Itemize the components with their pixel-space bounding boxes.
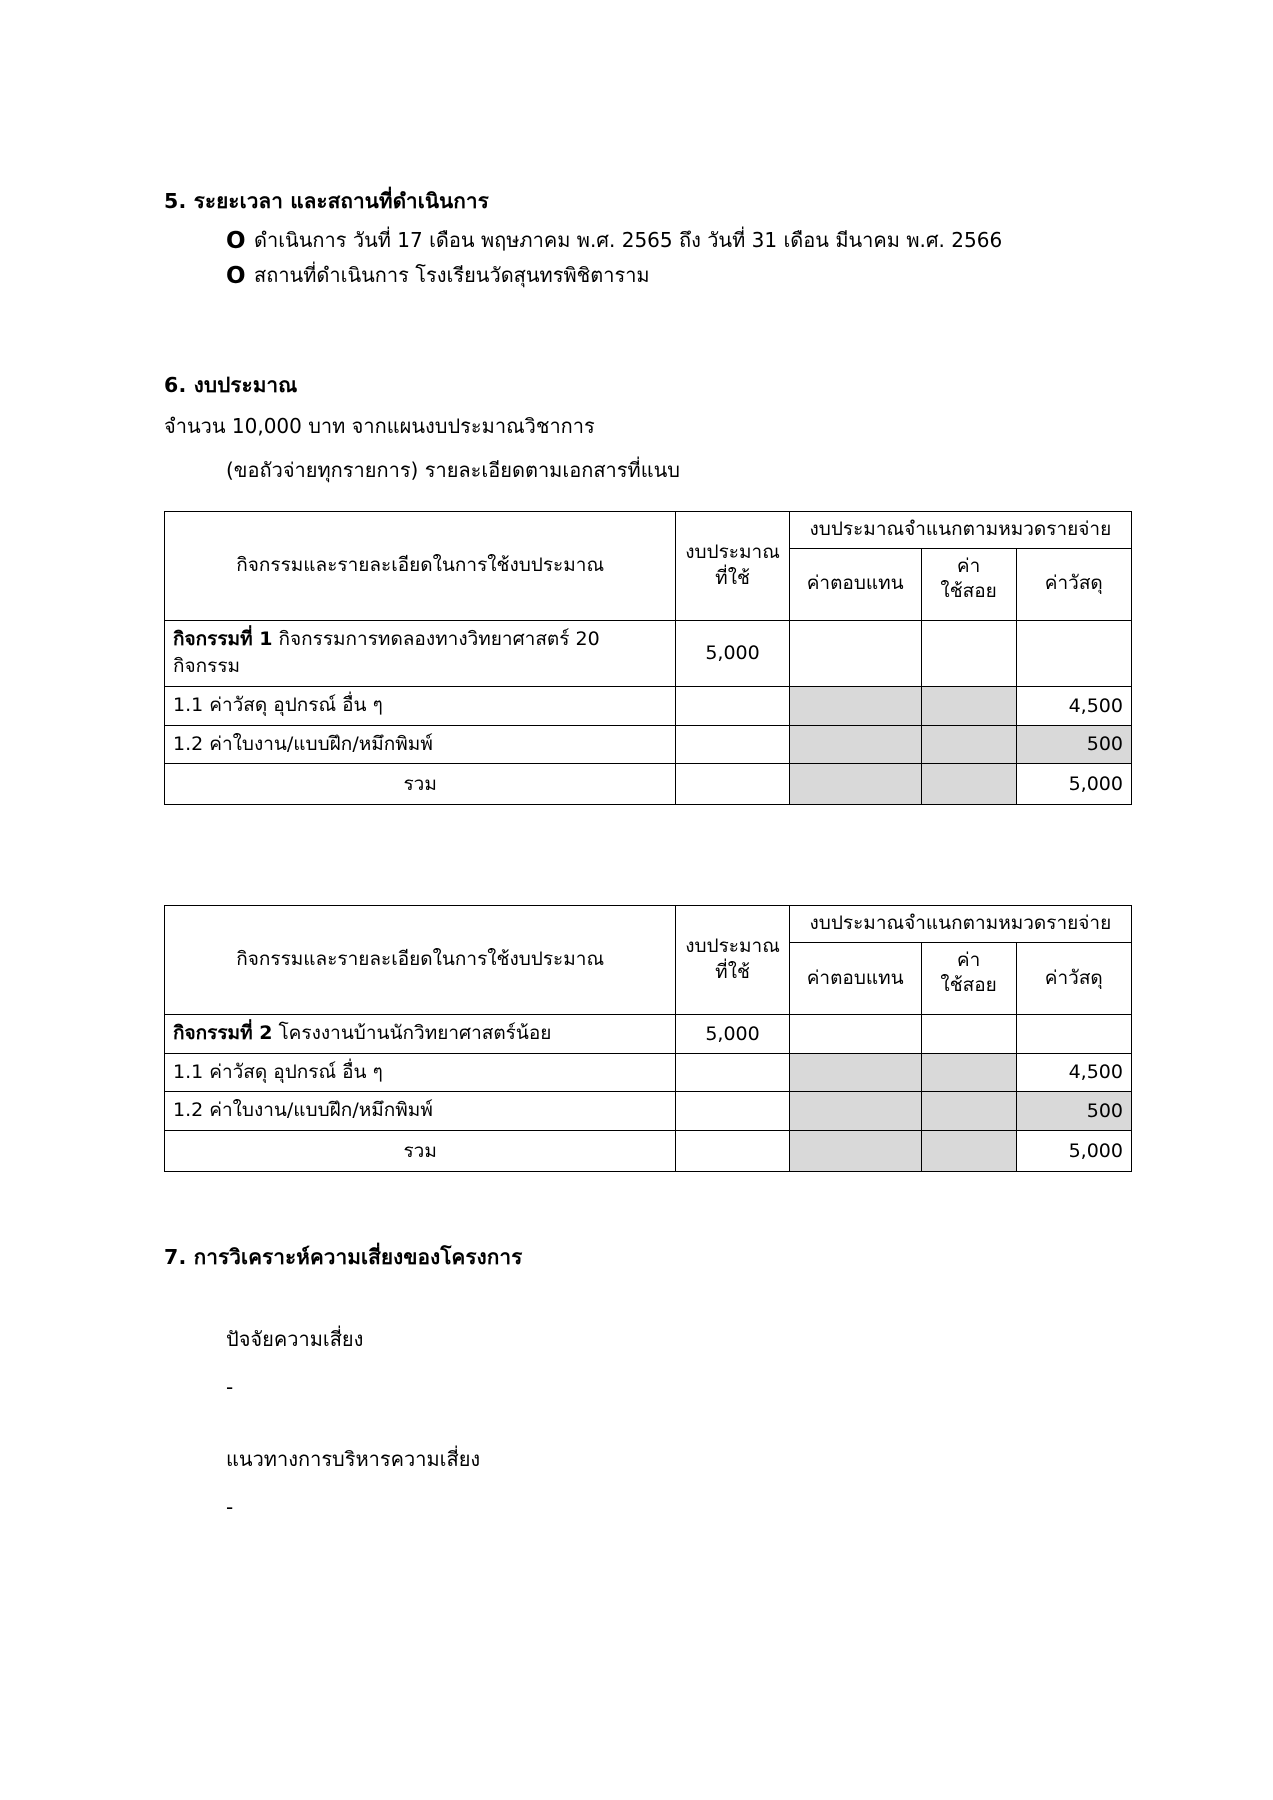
table-row bbox=[165, 1053, 1132, 1092]
cell-remuneration bbox=[789, 1015, 921, 1054]
header-material: ค่าวัสดุ bbox=[1016, 942, 1131, 1014]
cell-misc bbox=[921, 1015, 1016, 1054]
section-5-heading: 5. ระยะเวลา และสถานที่ดำเนินการ bbox=[164, 189, 489, 213]
table-row bbox=[165, 687, 1132, 726]
cell-misc bbox=[921, 1053, 1016, 1092]
section-5-bullets bbox=[164, 227, 1164, 291]
spacer bbox=[164, 1402, 1164, 1444]
cell-misc bbox=[921, 725, 1016, 764]
cell-misc bbox=[921, 687, 1016, 726]
header-remuneration: ค่าตอบแทน bbox=[789, 942, 921, 1014]
list-item-label: สถานที่ดำเนินการ โรงเรียนวัดสุนทรพิชิตาราม bbox=[254, 262, 650, 287]
circle-bullet-icon: O bbox=[226, 227, 246, 254]
cell-material: 5,000 bbox=[1016, 764, 1131, 805]
budget-table-activity-1 bbox=[164, 511, 1132, 805]
table-row-total bbox=[165, 764, 1132, 805]
header-misc: ค่าใช้สอย bbox=[921, 942, 1016, 1004]
cell-activity: 1.1 ค่าวัสดุ อุปกรณ์ อื่น ๆ bbox=[165, 1053, 676, 1092]
header-budget-used: งบประมาณที่ใช้ bbox=[676, 906, 789, 1015]
cell-activity: 1.1 ค่าวัสดุ อุปกรณ์ อื่น ๆ bbox=[165, 687, 676, 726]
cell-activity: 1.2 ค่าใบงาน/แบบฝึก/หมึกพิมพ์ bbox=[165, 725, 676, 764]
cell-budget-used: 5,000 bbox=[676, 620, 789, 686]
cell-remuneration bbox=[789, 1130, 921, 1171]
header-misc: ค่าใช้สอย bbox=[921, 548, 1016, 610]
header-remuneration: ค่าตอบแทน bbox=[789, 548, 921, 620]
activity-label-bold: กิจกรรมที่ 1 bbox=[173, 627, 273, 650]
list-item bbox=[226, 262, 1164, 291]
header-activity: กิจกรรมและรายละเอียดในการใช้งบประมาณ bbox=[165, 512, 676, 621]
budget-table-activity-2 bbox=[164, 905, 1132, 1172]
section-7-block bbox=[164, 1242, 1164, 1523]
list-item bbox=[226, 227, 1164, 256]
cell-budget-used bbox=[676, 1092, 789, 1131]
budget-amount-line: จำนวน 10,000 บาท จากแผนงบประมาณวิชาการ bbox=[164, 414, 595, 438]
activity-label-rest: กิจกรรมการทดลองทางวิทยาศาสตร์ 20 กิจกรรม bbox=[173, 627, 600, 678]
cell-material: 5,000 bbox=[1016, 1130, 1131, 1171]
table-row bbox=[165, 1092, 1132, 1131]
spacer bbox=[164, 296, 1164, 370]
cell-material: 4,500 bbox=[1016, 687, 1131, 726]
table-header-row bbox=[165, 906, 1132, 943]
table-row bbox=[165, 725, 1132, 764]
section-6-heading: 6. งบประมาณ bbox=[164, 373, 298, 398]
cell-budget-used bbox=[676, 1053, 789, 1092]
cell-misc bbox=[921, 620, 1016, 686]
spacer bbox=[164, 1282, 1164, 1324]
activity-label-bold: กิจกรรมที่ 2 bbox=[173, 1022, 273, 1045]
budget-note-line: (ขอถัวจ่ายทุกรายการ) รายละเอียดตามเอกสารที่แนบ bbox=[226, 458, 680, 482]
cell-material: 4,500 bbox=[1016, 1053, 1131, 1092]
header-misc-cont bbox=[921, 610, 1016, 621]
activity-label-rest: โครงงานบ้านนักวิทยาศาสตร์น้อย bbox=[272, 1022, 552, 1045]
cell-remuneration bbox=[789, 725, 921, 764]
table-row-total bbox=[165, 1130, 1132, 1171]
cell-remuneration bbox=[789, 1053, 921, 1092]
cell-activity bbox=[165, 620, 676, 686]
cell-material: 500 bbox=[1016, 1092, 1131, 1131]
cell-activity: 1.2 ค่าใบงาน/แบบฝึก/หมึกพิมพ์ bbox=[165, 1092, 676, 1131]
spacer bbox=[164, 441, 1164, 455]
cell-total-label: รวม bbox=[165, 1130, 676, 1171]
risk-factor-label: ปัจจัยความเสี่ยง bbox=[226, 1327, 364, 1352]
cell-remuneration bbox=[789, 620, 921, 686]
cell-budget-used bbox=[676, 1130, 789, 1171]
header-budget-used: งบประมาณที่ใช้ bbox=[676, 512, 789, 621]
risk-management-label: แนวทางการบริหารความเสี่ยง bbox=[226, 1447, 481, 1472]
cell-material: 500 bbox=[1016, 725, 1131, 764]
cell-remuneration bbox=[789, 1092, 921, 1131]
table-row bbox=[165, 620, 1132, 686]
cell-misc bbox=[921, 1092, 1016, 1131]
cell-total-label: รวม bbox=[165, 764, 676, 805]
header-activity: กิจกรรมและรายละเอียดในการใช้งบประมาณ bbox=[165, 906, 676, 1015]
cell-remuneration bbox=[789, 687, 921, 726]
cell-activity bbox=[165, 1015, 676, 1054]
cell-misc bbox=[921, 764, 1016, 805]
circle-bullet-icon: O bbox=[226, 262, 246, 289]
cell-remuneration bbox=[789, 764, 921, 805]
risk-management-value: - bbox=[226, 1495, 234, 1520]
spacer bbox=[164, 805, 1164, 879]
cell-budget-used bbox=[676, 725, 789, 764]
cell-material bbox=[1016, 620, 1131, 686]
cell-budget-used bbox=[676, 687, 789, 726]
list-item-label: ดำเนินการ วันที่ 17 เดือน พฤษภาคม พ.ศ. 2565 ถึง วันที่ 31 เดือน มีนาคม พ.ศ. 2566 bbox=[254, 227, 1003, 252]
risk-factor-value: - bbox=[226, 1375, 234, 1400]
cell-budget-used: 5,000 bbox=[676, 1015, 789, 1054]
table-row bbox=[165, 1015, 1132, 1054]
cell-misc bbox=[921, 1130, 1016, 1171]
header-budget-group: งบประมาณจำแนกตามหมวดรายจ่าย bbox=[789, 906, 1131, 943]
cell-budget-used bbox=[676, 764, 789, 805]
cell-material bbox=[1016, 1015, 1131, 1054]
header-misc-cont bbox=[921, 1004, 1016, 1015]
header-budget-group: งบประมาณจำแนกตามหมวดรายจ่าย bbox=[789, 512, 1131, 549]
section-7-heading: 7. การวิเคราะห์ความเสี่ยงของโครงการ bbox=[164, 1244, 523, 1269]
table-header-row bbox=[165, 512, 1132, 549]
document-content bbox=[164, 186, 1164, 1522]
header-material: ค่าวัสดุ bbox=[1016, 548, 1131, 620]
